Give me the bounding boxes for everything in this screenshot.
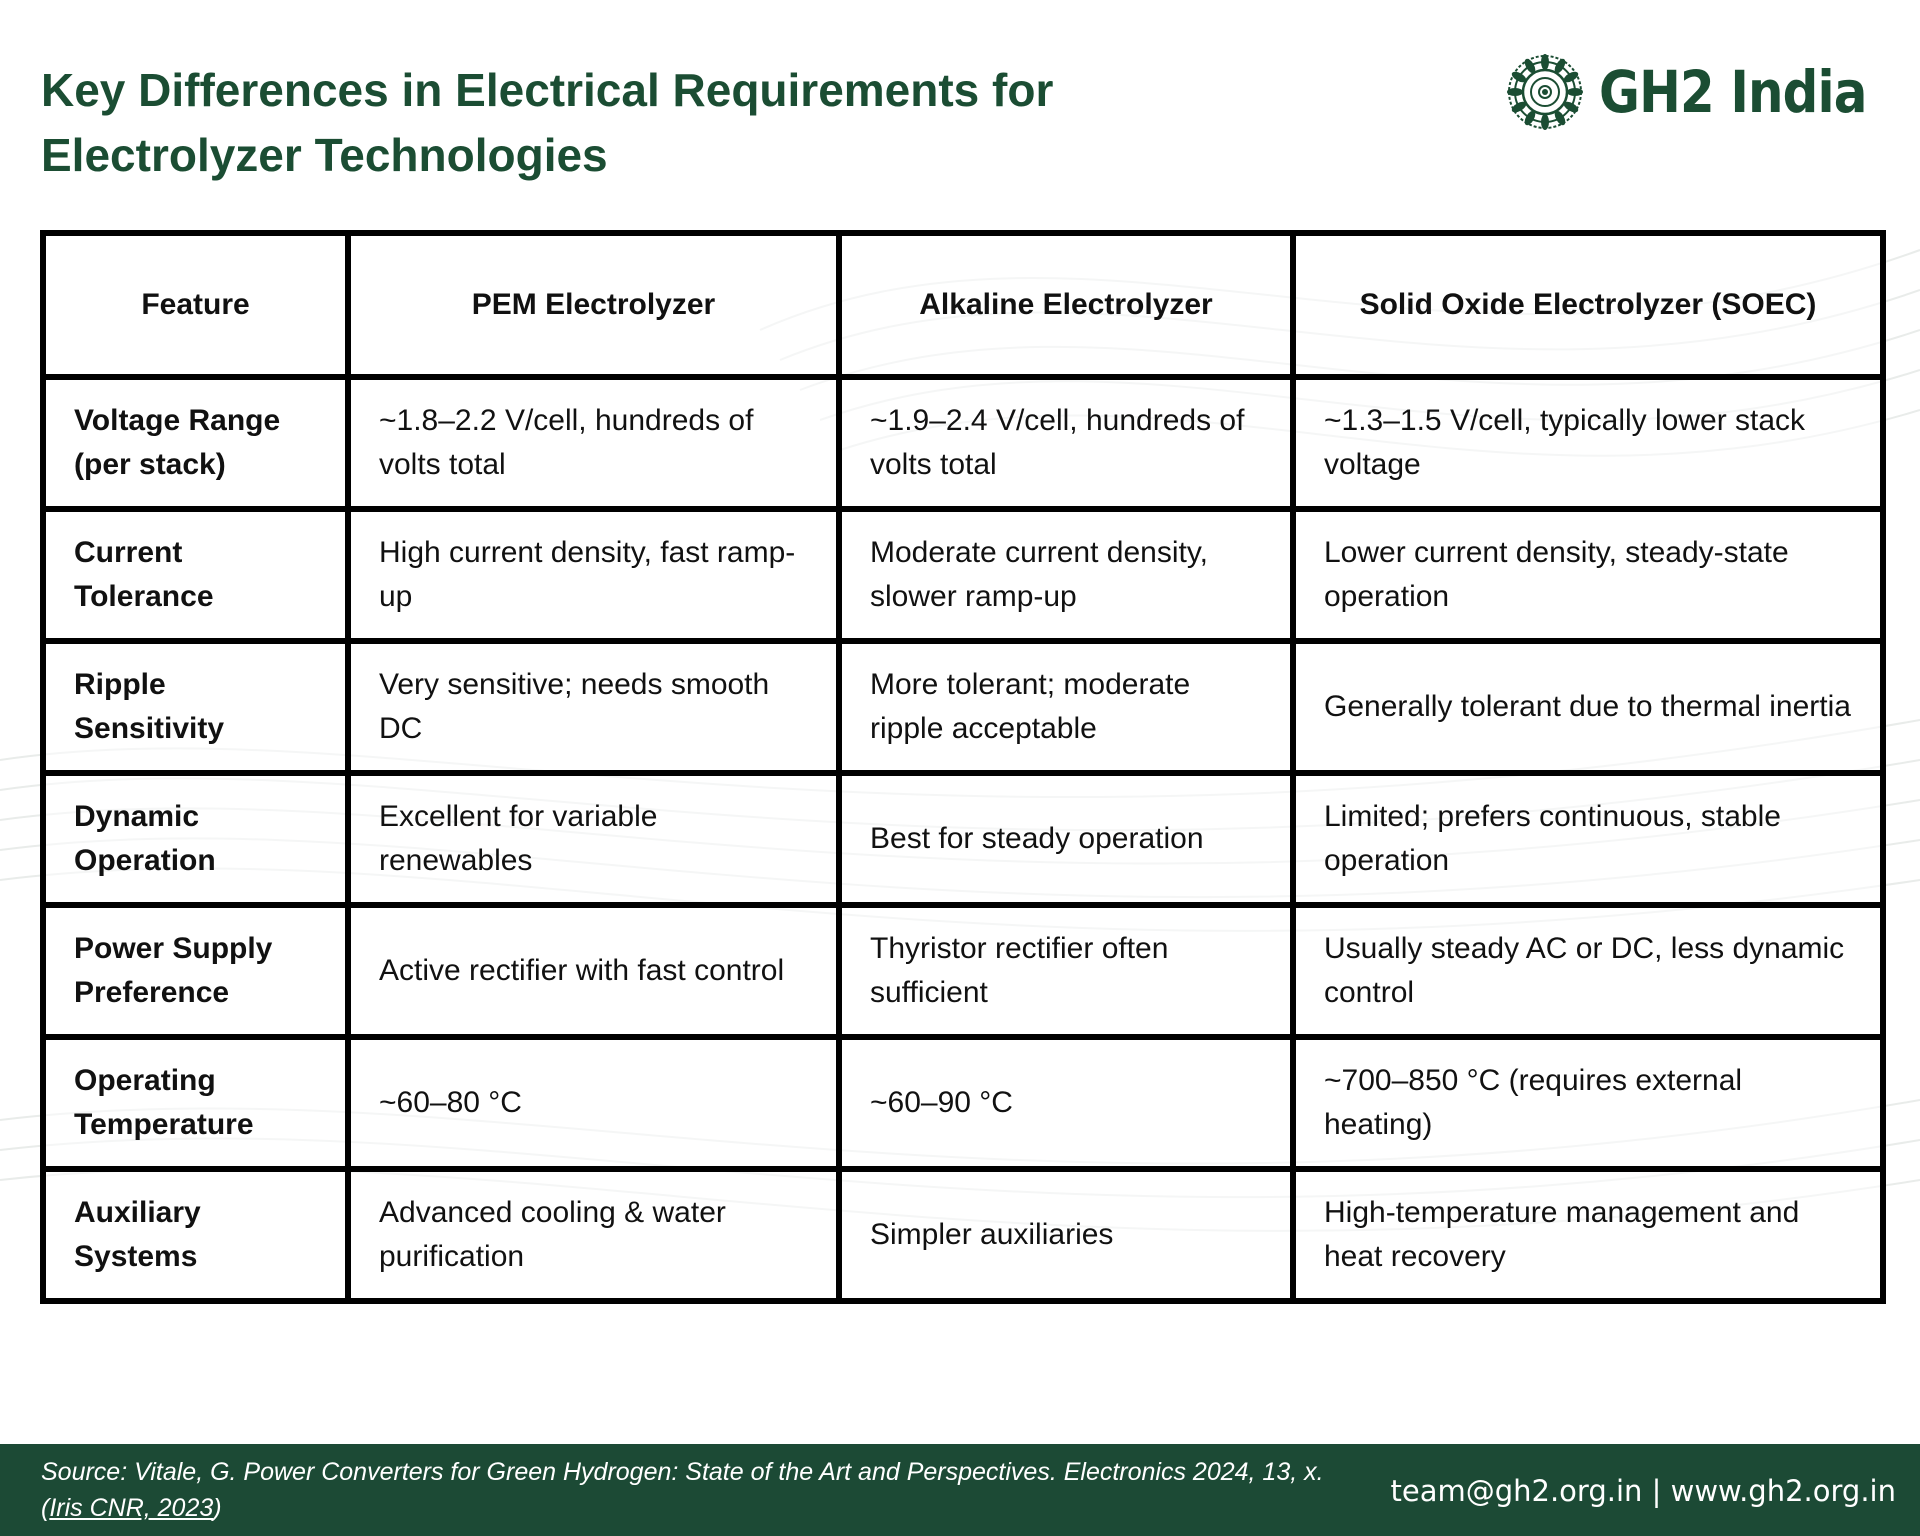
- feature-cell: Ripple Sensitivity: [43, 641, 348, 773]
- feature-cell: Operating Temperature: [43, 1037, 348, 1169]
- feature-cell: Voltage Range (per stack): [43, 377, 348, 509]
- feature-cell: Dynamic Operation: [43, 773, 348, 905]
- feature-cell: Power Supply Preference: [43, 905, 348, 1037]
- pem-cell: Active rectifier with fast control: [348, 905, 839, 1037]
- source-text: Source: Vitale, G. Power Converters for Green Hydrogen: State of the Art and Perspectives. Electronics 2024, 13, x. (: [41, 1458, 1324, 1522]
- soec-cell: High-temperature management and heat recovery: [1293, 1169, 1883, 1301]
- contact-info[interactable]: team@gh2.org.in | www.gh2.org.in: [1390, 1474, 1896, 1508]
- pem-cell: High current density, fast ramp-up: [348, 509, 839, 641]
- table-row: [43, 1037, 1883, 1169]
- footer-bar: [0, 1444, 1920, 1536]
- table-row: [43, 1169, 1883, 1301]
- column-header-alkaline: Alkaline Electrolyzer: [839, 233, 1293, 377]
- column-header-pem: PEM Electrolyzer: [348, 233, 839, 377]
- alkaline-cell: ~1.9–2.4 V/cell, hundreds of volts total: [839, 377, 1293, 509]
- alkaline-cell: Simpler auxiliaries: [839, 1169, 1293, 1301]
- table-row: [43, 509, 1883, 641]
- table-row: [43, 773, 1883, 905]
- table-row: [43, 641, 1883, 773]
- source-citation: [41, 1454, 1361, 1526]
- feature-cell: Auxiliary Systems: [43, 1169, 348, 1301]
- table-row: [43, 377, 1883, 509]
- pem-cell: Advanced cooling & water purification: [348, 1169, 839, 1301]
- alkaline-cell: More tolerant; moderate ripple acceptable: [839, 641, 1293, 773]
- soec-cell: Usually steady AC or DC, less dynamic control: [1293, 905, 1883, 1037]
- table-header-row: [43, 233, 1883, 377]
- brand-name: GH2 India: [1599, 58, 1867, 126]
- soec-cell: ~1.3–1.5 V/cell, typically lower stack voltage: [1293, 377, 1883, 509]
- alkaline-cell: Moderate current density, slower ramp-up: [839, 509, 1293, 641]
- brand-logo: [1505, 52, 1910, 132]
- soec-cell: Generally tolerant due to thermal inertia: [1293, 641, 1883, 773]
- soec-cell: Limited; prefers continuous, stable operation: [1293, 773, 1883, 905]
- comparison-table-container: [40, 230, 1880, 1304]
- alkaline-cell: ~60–90 °C: [839, 1037, 1293, 1169]
- soec-cell: ~700–850 °C (requires external heating): [1293, 1037, 1883, 1169]
- alkaline-cell: Best for steady operation: [839, 773, 1293, 905]
- table-row: [43, 905, 1883, 1037]
- pem-cell: ~60–80 °C: [348, 1037, 839, 1169]
- column-header-feature: Feature: [43, 233, 348, 377]
- soec-cell: Lower current density, steady-state operation: [1293, 509, 1883, 641]
- source-close-paren: ): [213, 1494, 222, 1522]
- pem-cell: Very sensitive; needs smooth DC: [348, 641, 839, 773]
- page-title: Key Differences in Electrical Requirements for Electrolyzer Technologies: [41, 64, 1054, 181]
- pem-cell: Excellent for variable renewables: [348, 773, 839, 905]
- column-header-soec: Solid Oxide Electrolyzer (SOEC): [1293, 233, 1883, 377]
- comparison-table: [40, 230, 1886, 1304]
- alkaline-cell: Thyristor rectifier often sufficient: [839, 905, 1293, 1037]
- mandala-emblem-icon: [1505, 52, 1585, 132]
- pem-cell: ~1.8–2.2 V/cell, hundreds of volts total: [348, 377, 839, 509]
- source-reference-link[interactable]: Iris CNR, 2023: [49, 1494, 214, 1522]
- feature-cell: Current Tolerance: [43, 509, 348, 641]
